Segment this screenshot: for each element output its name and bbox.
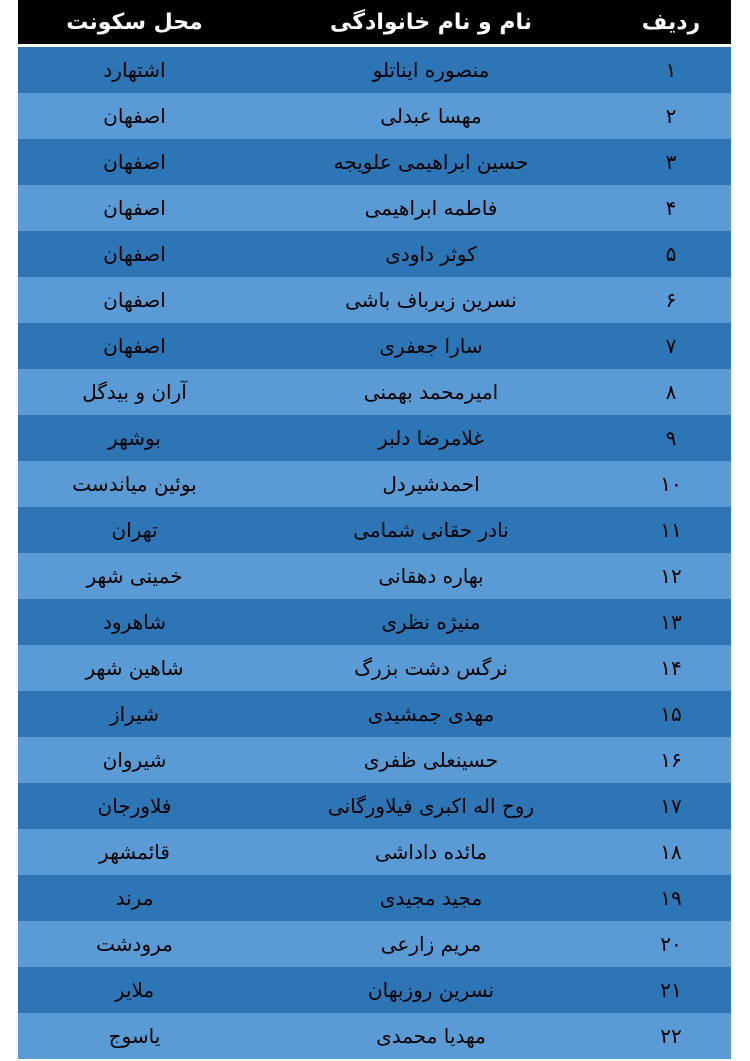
residence-cell: آران و بیدگل (18, 369, 251, 415)
row-number-cell: ۲۲ (611, 1013, 731, 1059)
residence-cell: شیروان (18, 737, 251, 783)
residence-cell: ملایر (18, 967, 251, 1013)
residence-cell: اصفهان (18, 277, 251, 323)
table-row (18, 921, 731, 967)
winners-table-container (18, 0, 731, 1059)
residence-cell: اصفهان (18, 185, 251, 231)
full-name-cell: نسرین زیرباف باشی (251, 277, 611, 323)
residence-cell: اصفهان (18, 93, 251, 139)
residence-cell: بوشهر (18, 415, 251, 461)
full-name-cell: مجید مجیدی (251, 875, 611, 921)
full-name-cell: مهدیا محمدی (251, 1013, 611, 1059)
table-row (18, 461, 731, 507)
table-row (18, 277, 731, 323)
table-row (18, 599, 731, 645)
full-name-cell: احمدشیردل (251, 461, 611, 507)
residence-cell: شاهرود (18, 599, 251, 645)
residence-cell: اصفهان (18, 231, 251, 277)
row-number-cell: ۱۲ (611, 553, 731, 599)
full-name-cell: مهسا عبدلی (251, 93, 611, 139)
row-number-cell: ۱۸ (611, 829, 731, 875)
full-name-cell: منیژه نظری (251, 599, 611, 645)
table-row (18, 369, 731, 415)
residence-cell: تهران (18, 507, 251, 553)
table-row (18, 553, 731, 599)
table-row (18, 967, 731, 1013)
full-name-cell: مهدی جمشیدی (251, 691, 611, 737)
residence-cell: قائمشهر (18, 829, 251, 875)
row-number-cell: ۱۴ (611, 645, 731, 691)
full-name-cell: حسینعلی ظفری (251, 737, 611, 783)
residence-cell: مرودشت (18, 921, 251, 967)
table-row (18, 1013, 731, 1059)
row-number-cell: ۱۶ (611, 737, 731, 783)
table-row (18, 93, 731, 139)
full-name-cell: کوثر داودی (251, 231, 611, 277)
full-name-cell: غلامرضا دلبر (251, 415, 611, 461)
full-name-cell: روح اله اکبری فیلاورگانی (251, 783, 611, 829)
header-row (18, 0, 731, 47)
residence-cell: شیراز (18, 691, 251, 737)
table-row (18, 691, 731, 737)
row-number-cell: ۵ (611, 231, 731, 277)
full-name-cell: بهاره دهقانی (251, 553, 611, 599)
table-row (18, 139, 731, 185)
row-number-cell: ۲۱ (611, 967, 731, 1013)
full-name-cell: نادر حقانی شمامی (251, 507, 611, 553)
residence-cell: خمینی شهر (18, 553, 251, 599)
residence-cell: بوئین میاندست (18, 461, 251, 507)
table-row (18, 415, 731, 461)
full-name-cell: نسرین روزبهان (251, 967, 611, 1013)
full-name-cell: حسین ابراهیمی علویجه (251, 139, 611, 185)
residence-cell: اصفهان (18, 323, 251, 369)
full-name-cell: منصوره ایناتلو (251, 47, 611, 93)
winners-table (18, 0, 731, 1059)
full-name-cell: سارا جعفری (251, 323, 611, 369)
row-number-cell: ۷ (611, 323, 731, 369)
table-body (18, 47, 731, 1059)
row-number-cell: ۱۰ (611, 461, 731, 507)
table-row (18, 645, 731, 691)
header-full-name: نام و نام خانوادگی (251, 0, 611, 47)
table-row (18, 737, 731, 783)
full-name-cell: مائده داداشی (251, 829, 611, 875)
residence-cell: اشتهارد (18, 47, 251, 93)
table-row (18, 47, 731, 93)
header-row-number: ردیف (611, 0, 731, 47)
row-number-cell: ۱ (611, 47, 731, 93)
table-row (18, 185, 731, 231)
row-number-cell: ۴ (611, 185, 731, 231)
full-name-cell: امیرمحمد بهمنی (251, 369, 611, 415)
row-number-cell: ۱۷ (611, 783, 731, 829)
row-number-cell: ۱۹ (611, 875, 731, 921)
row-number-cell: ۲ (611, 93, 731, 139)
row-number-cell: ۱۱ (611, 507, 731, 553)
full-name-cell: مریم زارعی (251, 921, 611, 967)
row-number-cell: ۲۰ (611, 921, 731, 967)
table-row (18, 507, 731, 553)
table-header (18, 0, 731, 47)
header-residence: محل سکونت (18, 0, 251, 47)
residence-cell: فلاورجان (18, 783, 251, 829)
residence-cell: مرند (18, 875, 251, 921)
table-row (18, 783, 731, 829)
table-row (18, 829, 731, 875)
row-number-cell: ۱۵ (611, 691, 731, 737)
table-row (18, 875, 731, 921)
row-number-cell: ۸ (611, 369, 731, 415)
row-number-cell: ۱۳ (611, 599, 731, 645)
residence-cell: شاهین شهر (18, 645, 251, 691)
table-row (18, 323, 731, 369)
table-row (18, 231, 731, 277)
residence-cell: اصفهان (18, 139, 251, 185)
residence-cell: یاسوج (18, 1013, 251, 1059)
full-name-cell: فاطمه ابراهیمی (251, 185, 611, 231)
row-number-cell: ۹ (611, 415, 731, 461)
full-name-cell: نرگس دشت بزرگ (251, 645, 611, 691)
row-number-cell: ۳ (611, 139, 731, 185)
row-number-cell: ۶ (611, 277, 731, 323)
